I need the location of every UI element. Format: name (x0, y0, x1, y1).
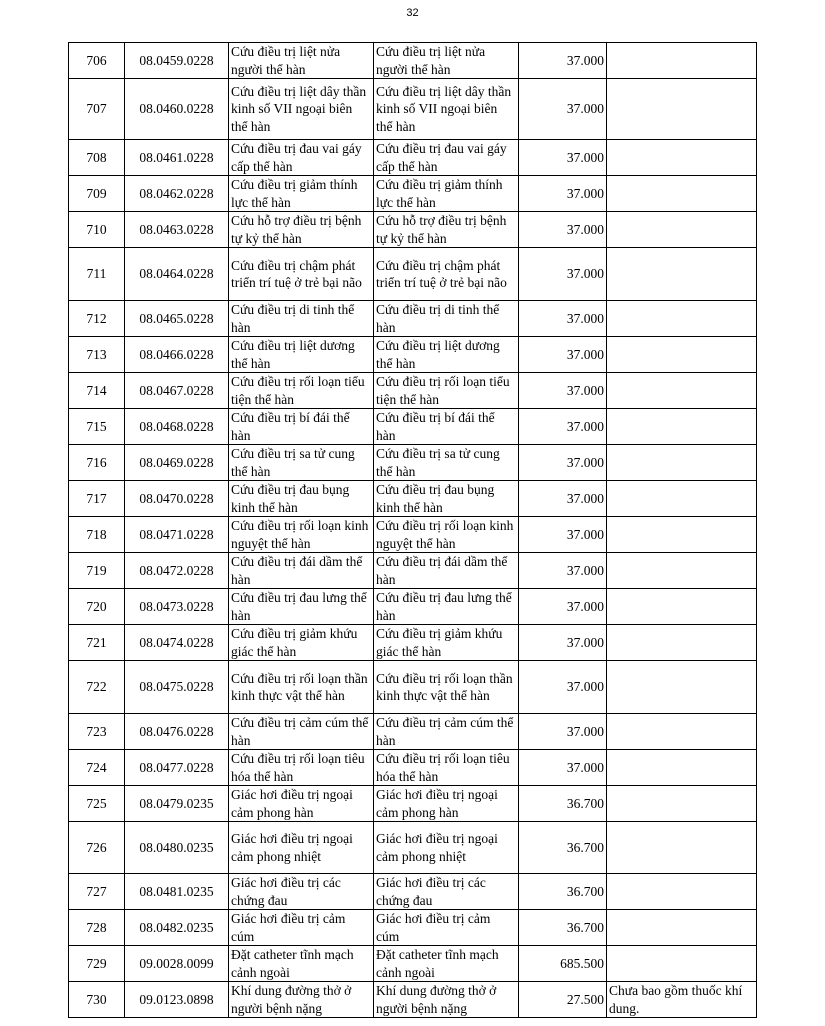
table-row (69, 373, 757, 409)
row-note (607, 445, 757, 481)
table-row (69, 786, 757, 822)
row-code: 08.0472.0228 (125, 553, 229, 589)
row-code: 08.0474.0228 (125, 625, 229, 661)
row-note (607, 140, 757, 176)
row-service-name: Cứu điều trị rối loạn kinh nguyệt thể hàn (229, 517, 374, 553)
row-stt: 730 (69, 982, 125, 1018)
row-stt: 721 (69, 625, 125, 661)
table-row (69, 822, 757, 874)
row-stt: 726 (69, 822, 125, 874)
row-note (607, 79, 757, 140)
row-service-name-2: Cứu điều trị giảm khứu giác thể hàn (374, 625, 519, 661)
row-note (607, 910, 757, 946)
table-row (69, 445, 757, 481)
table-row (69, 79, 757, 140)
row-price: 37.000 (519, 750, 607, 786)
row-service-name-2: Cứu điều trị liệt dương thể hàn (374, 337, 519, 373)
row-service-name-2: Cứu điều trị đau vai gáy cấp thể hàn (374, 140, 519, 176)
row-service-name: Cứu điều trị đau vai gáy cấp thể hàn (229, 140, 374, 176)
row-service-name-2: Cứu điều trị cảm cúm thể hàn (374, 714, 519, 750)
row-stt: 720 (69, 589, 125, 625)
row-note (607, 625, 757, 661)
row-price: 37.000 (519, 373, 607, 409)
row-service-name-2: Cứu điều trị liệt nửa người thể hàn (374, 43, 519, 79)
row-service-name-2: Giác hơi điều trị ngoại cảm phong nhiệt (374, 822, 519, 874)
row-service-name: Cứu điều trị liệt dương thể hàn (229, 337, 374, 373)
row-stt: 709 (69, 176, 125, 212)
table-row (69, 750, 757, 786)
row-stt: 714 (69, 373, 125, 409)
row-price: 37.000 (519, 337, 607, 373)
row-service-name: Cứu điều trị giảm thính lực thể hàn (229, 176, 374, 212)
row-price: 37.000 (519, 625, 607, 661)
row-service-name: Cứu điều trị đái dầm thể hàn (229, 553, 374, 589)
table-row (69, 43, 757, 79)
row-code: 08.0469.0228 (125, 445, 229, 481)
row-note (607, 373, 757, 409)
row-code: 09.0028.0099 (125, 946, 229, 982)
row-code: 08.0482.0235 (125, 910, 229, 946)
row-note (607, 589, 757, 625)
row-code: 08.0465.0228 (125, 301, 229, 337)
row-service-name-2: Cứu điều trị rối loạn tiểu tiện thể hàn (374, 373, 519, 409)
row-note (607, 661, 757, 714)
row-price: 37.000 (519, 176, 607, 212)
row-service-name: Cứu điều trị liệt nửa người thể hàn (229, 43, 374, 79)
table-row (69, 517, 757, 553)
row-stt: 706 (69, 43, 125, 79)
row-note (607, 409, 757, 445)
row-price: 37.000 (519, 212, 607, 248)
price-table (68, 42, 757, 1018)
row-price: 37.000 (519, 661, 607, 714)
row-note (607, 750, 757, 786)
row-service-name: Giác hơi điều trị các chứng đau (229, 874, 374, 910)
table-row (69, 337, 757, 373)
row-code: 08.0475.0228 (125, 661, 229, 714)
row-stt: 710 (69, 212, 125, 248)
row-note (607, 176, 757, 212)
row-service-name: Khí dung đường thở ở người bệnh nặng (229, 982, 374, 1018)
row-price: 37.000 (519, 714, 607, 750)
row-stt: 715 (69, 409, 125, 445)
row-stt: 719 (69, 553, 125, 589)
row-price: 36.700 (519, 786, 607, 822)
table-row (69, 481, 757, 517)
row-code: 08.0466.0228 (125, 337, 229, 373)
row-service-name: Cứu điều trị rối loạn thần kinh thực vật thể hàn (229, 661, 374, 714)
table-row (69, 874, 757, 910)
row-code: 08.0481.0235 (125, 874, 229, 910)
row-note (607, 212, 757, 248)
row-service-name: Cứu điều trị chậm phát triển trí tuệ ở trẻ bại não (229, 248, 374, 301)
row-service-name: Cứu điều trị rối loạn tiểu tiện thể hàn (229, 373, 374, 409)
row-price: 37.000 (519, 248, 607, 301)
row-code: 08.0467.0228 (125, 373, 229, 409)
row-code: 08.0468.0228 (125, 409, 229, 445)
row-stt: 717 (69, 481, 125, 517)
row-service-name: Cứu điều trị rối loạn tiêu hóa thể hàn (229, 750, 374, 786)
row-service-name: Cứu hỗ trợ điều trị bệnh tự kỷ thể hàn (229, 212, 374, 248)
row-price: 36.700 (519, 822, 607, 874)
row-price: 36.700 (519, 910, 607, 946)
table-row (69, 176, 757, 212)
row-stt: 725 (69, 786, 125, 822)
row-price: 37.000 (519, 553, 607, 589)
row-code: 09.0123.0898 (125, 982, 229, 1018)
table-row (69, 982, 757, 1018)
row-note (607, 786, 757, 822)
table-row (69, 946, 757, 982)
row-code: 08.0464.0228 (125, 248, 229, 301)
row-note (607, 553, 757, 589)
row-note (607, 43, 757, 79)
table-row (69, 212, 757, 248)
row-code: 08.0461.0228 (125, 140, 229, 176)
row-price: 27.500 (519, 982, 607, 1018)
table-row (69, 140, 757, 176)
row-code: 08.0477.0228 (125, 750, 229, 786)
row-note (607, 822, 757, 874)
row-code: 08.0459.0228 (125, 43, 229, 79)
table-row (69, 661, 757, 714)
row-code: 08.0479.0235 (125, 786, 229, 822)
row-service-name: Giác hơi điều trị ngoại cảm phong hàn (229, 786, 374, 822)
row-service-name-2: Cứu điều trị đau lưng thể hàn (374, 589, 519, 625)
row-stt: 722 (69, 661, 125, 714)
row-service-name: Cứu điều trị giảm khứu giác thể hàn (229, 625, 374, 661)
row-service-name-2: Cứu điều trị liệt dây thần kinh số VII ngoại biên thể hàn (374, 79, 519, 140)
row-stt: 713 (69, 337, 125, 373)
row-stt: 728 (69, 910, 125, 946)
row-service-name-2: Giác hơi điều trị các chứng đau (374, 874, 519, 910)
row-service-name: Cứu điều trị di tinh thể hàn (229, 301, 374, 337)
row-note: Chưa bao gồm thuốc khí dung. (607, 982, 757, 1018)
row-note (607, 248, 757, 301)
row-service-name-2: Cứu điều trị di tinh thể hàn (374, 301, 519, 337)
row-price: 37.000 (519, 79, 607, 140)
row-code: 08.0476.0228 (125, 714, 229, 750)
row-code: 08.0463.0228 (125, 212, 229, 248)
row-stt: 729 (69, 946, 125, 982)
row-code: 08.0480.0235 (125, 822, 229, 874)
row-code: 08.0462.0228 (125, 176, 229, 212)
row-stt: 707 (69, 79, 125, 140)
row-price: 685.500 (519, 946, 607, 982)
row-service-name-2: Giác hơi điều trị ngoại cảm phong hàn (374, 786, 519, 822)
row-note (607, 946, 757, 982)
row-service-name: Cứu điều trị bí đái thể hàn (229, 409, 374, 445)
row-stt: 716 (69, 445, 125, 481)
row-price: 37.000 (519, 481, 607, 517)
row-note (607, 874, 757, 910)
row-service-name-2: Cứu điều trị đái dầm thể hàn (374, 553, 519, 589)
row-stt: 711 (69, 248, 125, 301)
row-service-name: Cứu điều trị đau lưng thể hàn (229, 589, 374, 625)
row-note (607, 517, 757, 553)
row-code: 08.0471.0228 (125, 517, 229, 553)
row-service-name-2: Cứu điều trị rối loạn kinh nguyệt thể hàn (374, 517, 519, 553)
table-row (69, 301, 757, 337)
row-stt: 727 (69, 874, 125, 910)
row-service-name: Đặt catheter tĩnh mạch cảnh ngoài (229, 946, 374, 982)
row-service-name-2: Cứu điều trị rối loạn thần kinh thực vật thể hàn (374, 661, 519, 714)
row-service-name: Giác hơi điều trị ngoại cảm phong nhiệt (229, 822, 374, 874)
row-note (607, 481, 757, 517)
table-row (69, 910, 757, 946)
row-stt: 723 (69, 714, 125, 750)
row-stt: 708 (69, 140, 125, 176)
row-service-name-2: Cứu điều trị chậm phát triển trí tuệ ở trẻ bại não (374, 248, 519, 301)
row-price: 36.700 (519, 874, 607, 910)
row-code: 08.0460.0228 (125, 79, 229, 140)
row-price: 37.000 (519, 301, 607, 337)
row-service-name-2: Cứu điều trị sa tử cung thể hàn (374, 445, 519, 481)
row-service-name: Cứu điều trị cảm cúm thể hàn (229, 714, 374, 750)
row-service-name-2: Giác hơi điều trị cảm cúm (374, 910, 519, 946)
table-row (69, 589, 757, 625)
row-service-name-2: Đặt catheter tĩnh mạch cảnh ngoài (374, 946, 519, 982)
row-price: 37.000 (519, 409, 607, 445)
row-service-name-2: Cứu điều trị bí đái thể hàn (374, 409, 519, 445)
row-service-name-2: Cứu điều trị giảm thính lực thể hàn (374, 176, 519, 212)
table-row (69, 248, 757, 301)
row-service-name-2: Cứu điều trị rối loạn tiêu hóa thể hàn (374, 750, 519, 786)
row-service-name-2: Cứu điều trị đau bụng kinh thể hàn (374, 481, 519, 517)
page-number: 32 (406, 7, 419, 19)
row-price: 37.000 (519, 589, 607, 625)
table-row (69, 625, 757, 661)
row-price: 37.000 (519, 140, 607, 176)
row-stt: 712 (69, 301, 125, 337)
row-service-name: Cứu điều trị sa tử cung thể hàn (229, 445, 374, 481)
table-row (69, 409, 757, 445)
row-service-name: Cứu điều trị liệt dây thần kinh số VII ngoại biên thể hàn (229, 79, 374, 140)
table-row (69, 553, 757, 589)
row-note (607, 301, 757, 337)
row-note (607, 337, 757, 373)
row-service-name: Cứu điều trị đau bụng kinh thể hàn (229, 481, 374, 517)
row-note (607, 714, 757, 750)
row-stt: 724 (69, 750, 125, 786)
row-price: 37.000 (519, 43, 607, 79)
row-service-name: Giác hơi điều trị cảm cúm (229, 910, 374, 946)
row-code: 08.0473.0228 (125, 589, 229, 625)
row-service-name-2: Khí dung đường thở ở người bệnh nặng (374, 982, 519, 1018)
row-price: 37.000 (519, 517, 607, 553)
row-price: 37.000 (519, 445, 607, 481)
row-service-name-2: Cứu hỗ trợ điều trị bệnh tự kỷ thể hàn (374, 212, 519, 248)
row-stt: 718 (69, 517, 125, 553)
table-body (69, 43, 757, 1018)
table-row (69, 714, 757, 750)
row-code: 08.0470.0228 (125, 481, 229, 517)
